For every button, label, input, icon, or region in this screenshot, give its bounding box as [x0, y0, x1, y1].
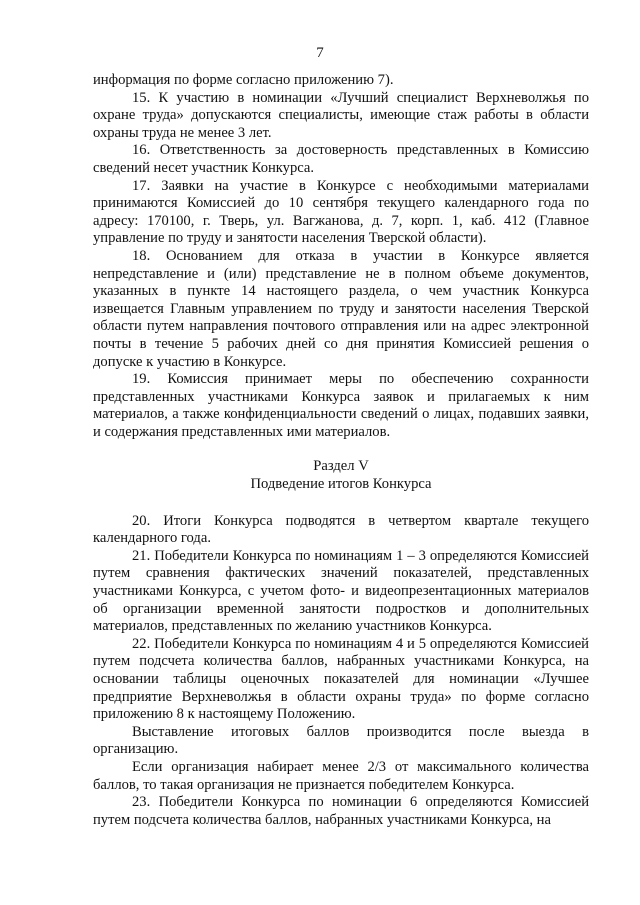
paragraph-continuation: информация по форме согласно приложению 7). — [93, 72, 394, 88]
paragraph-22: 22. Победители Конкурса по номинациям 4 и 5 определяются Комиссией путем подсчета количества баллов, набранных участниками Конкурса, на основании таблицы оценочных показателей для номинации «Лучшее предприятие Верхневолжья в области охраны труда» по форме согласно приложению 8 к настоящему Положению. — [93, 635, 589, 723]
paragraph-22-scoring: Выставление итоговых баллов производится после выезда в организацию. — [93, 723, 589, 758]
paragraph-15: 15. К участию в номинации «Лучший специалист Верхневолжья по охране труда» допускаются специалисты, имеющие стаж работы в области охраны труда не менее 3 лет. — [93, 89, 589, 141]
paragraph-18: 18. Основанием для отказа в участии в Конкурсе является непредставление и (или) представление не в полном объеме документов, указанных в пункте 14 настоящего раздела, о чем участник Конкурса извещается Главным управлением по труду и занятости населения Тверской области путем направления почтового отправления или на адрес электронной почты в течение 5 рабочих дней со дня принятия Комиссией решения о допуске к участию в Конкурсе. — [93, 247, 589, 370]
paragraph-22-threshold: Если организация набирает менее 2/3 от максимального количества баллов, то такая организация не признается победителем Конкурса. — [93, 758, 589, 793]
paragraph-21: 21. Победители Конкурса по номинациям 1 – 3 определяются Комиссией путем сравнения фактических значений показателей, представленных участниками Конкурса, с учетом фото- и видеопрезентационных материалов об организации временной занятости подростков и дополнительных материалов, представленных по желанию участников Конкурса. — [93, 547, 589, 635]
paragraph-16: 16. Ответственность за достоверность представленных в Комиссию сведений несет участник Конкурса. — [93, 142, 589, 176]
page-number: 7 — [316, 45, 324, 61]
section-title: Подведение итогов Конкурса — [250, 476, 432, 493]
paragraph-19: 19. Комиссия принимает меры по обеспечению сохранности представленных участниками Конкурса заявок и прилагаемых к ним материалов, а также конфиденциальности сведений о лицах, подавших заявки, и содержания представленных ими материалов. — [93, 371, 589, 440]
document-body — [93, 72, 589, 829]
paragraph-17: 17. Заявки на участие в Конкурсе с необходимыми материалами принимаются Комиссией до 10 сентября текущего календарного года по адресу: 170100, г. Тверь, ул. Вагжанова, д. 7, корп. 1, каб. 412 (Главное управление по труду и занятости населения Тверской области). — [93, 177, 589, 247]
section-label: Раздел V — [313, 458, 369, 475]
paragraph-20: 20. Итоги Конкурса подводятся в четвертом квартале текущего календарного года. — [93, 512, 589, 547]
paragraph-23: 23. Победители Конкурса по номинации 6 определяются Комиссией путем подсчета количества баллов, набранных участниками Конкурса, на — [93, 794, 589, 828]
